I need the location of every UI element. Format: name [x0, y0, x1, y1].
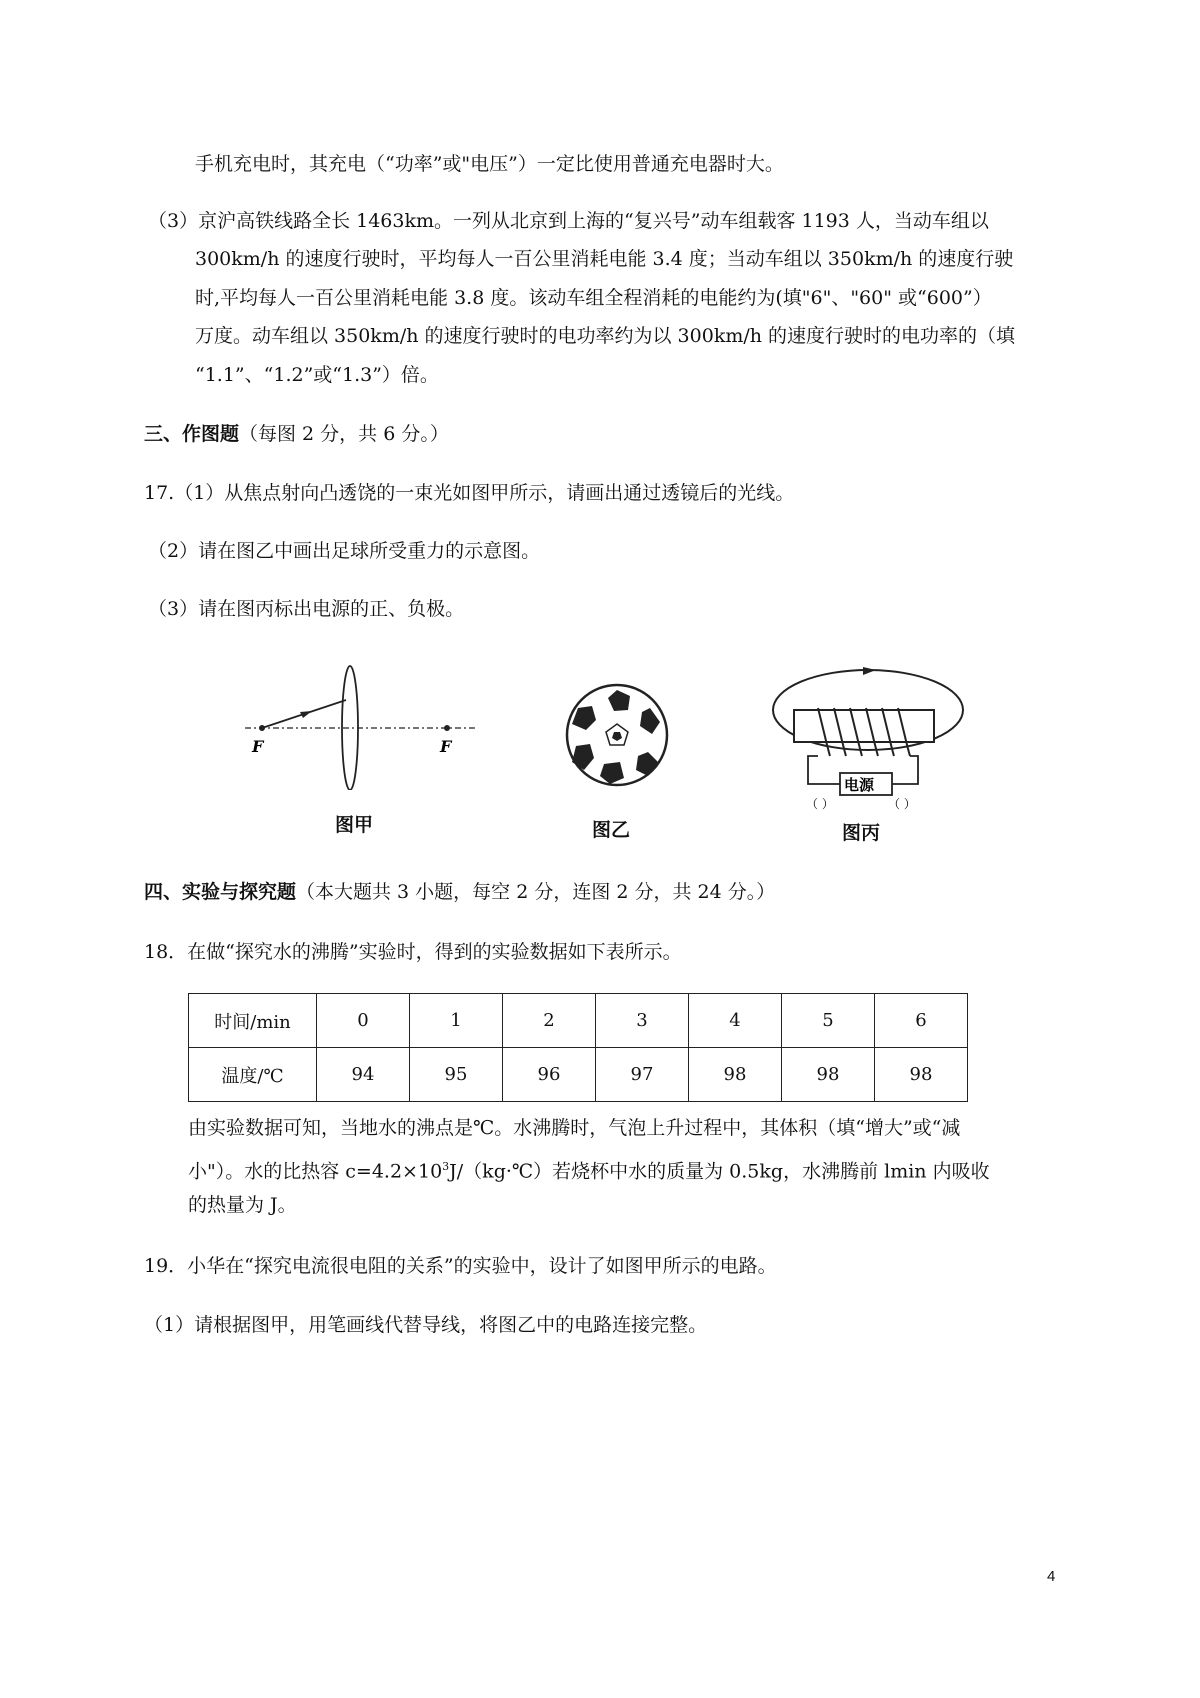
section-3-note: （每图 2 分，共 6 分。）	[239, 423, 449, 445]
caption-lens: 图甲	[335, 814, 374, 836]
table-cell: 1	[410, 994, 503, 1048]
text-segment: 小"）。水的比热容 c=4.2×10	[188, 1160, 443, 1183]
caption-coil: 图丙	[842, 822, 881, 844]
iron-core	[794, 710, 934, 742]
question-19: 19．小华在“探究电流很电阻的关系”的实验中，设计了如图甲所示的电路。	[144, 1255, 777, 1277]
boiling-data-table	[188, 993, 968, 1102]
table-row	[189, 994, 968, 1048]
focus-label-right: F	[440, 737, 452, 756]
table-cell: 5	[782, 994, 875, 1048]
table-cell: 0	[317, 994, 410, 1048]
section-3-heading	[144, 420, 449, 448]
question-18: 18．在做“探究水的沸腾”实验时，得到的实验数据如下表所示。	[144, 941, 682, 963]
table-cell: 时间/min	[189, 994, 317, 1048]
table-cell: 2	[503, 994, 596, 1048]
page-number: 4	[1047, 1568, 1056, 1585]
polarity-blank-right: （ ）	[888, 797, 916, 811]
power-source-label: 电源	[844, 776, 875, 794]
question-18-line-1: 由实验数据可知，当地水的沸点是℃。水沸腾时，气泡上升过程中，其体积（填“增大”或“减	[188, 1117, 961, 1139]
table-cell: 6	[875, 994, 968, 1048]
focus-label-left: F	[252, 737, 264, 756]
table-cell: 98	[875, 1048, 968, 1102]
table-row	[189, 1048, 968, 1102]
exponent: 3	[442, 1160, 450, 1173]
polarity-blank-left: （ ）	[806, 797, 834, 811]
question-19-1: （1）请根据图甲，用笔画线代替导线，将图乙中的电路连接完整。	[144, 1314, 708, 1336]
question-17-2: （2）请在图乙中画出足球所受重力的示意图。	[148, 540, 541, 562]
question-17-1: 17.（1）从焦点射向凸透饶的一束光如图甲所示，请画出通过透镜后的光线。	[144, 482, 795, 504]
table-cell: 98	[689, 1048, 782, 1102]
section-4-heading	[144, 878, 775, 906]
coil-figure	[768, 662, 978, 812]
table-cell: 97	[596, 1048, 689, 1102]
question-18-line-2	[188, 1153, 990, 1185]
wire-right	[892, 756, 918, 784]
question-16-3-line-1: （3）京沪高铁线路全长 1463km。一列从北京到上海的“复兴号”动车组载客 1193 人，当动车组以	[148, 210, 989, 232]
focus-point-right	[444, 725, 450, 731]
question-16-3-line-4: 万度。动车组以 350km/h 的速度行驶时的电功率约为以 300km/h 的速度行驶时的电功率的（填	[195, 325, 1016, 347]
table-cell: 96	[503, 1048, 596, 1102]
text-segment: J/（kg·℃）若烧杯中水的质量为 0.5kg，水沸腾前 lmin 内吸收	[449, 1160, 990, 1183]
section-3-title: 三、作图题	[144, 423, 240, 445]
table-cell: 94	[317, 1048, 410, 1102]
caption-football: 图乙	[592, 819, 631, 841]
question-16-3-line-3: 时,平均每人一百公里消耗电能 3.8 度。该动车组全程消耗的电能约为(填"6"、"60" 或“600”）	[195, 287, 992, 309]
lens-figure	[240, 660, 480, 790]
section-4-note: （本大题共 3 小题，每空 2 分，连图 2 分，共 24 分。）	[296, 881, 776, 903]
table-cell: 温度/℃	[189, 1048, 317, 1102]
text-line: 手机充电时，其充电（“功率”或"电压”）一定比使用普通充电器时大。	[195, 153, 784, 175]
table-cell: 98	[782, 1048, 875, 1102]
section-4-title: 四、实验与探究题	[144, 881, 297, 903]
football-figure	[562, 680, 672, 790]
table-cell: 4	[689, 994, 782, 1048]
table-cell: 95	[410, 1048, 503, 1102]
wire-left	[808, 756, 840, 784]
question-17-3: （3）请在图丙标出电源的正、负极。	[148, 598, 465, 620]
question-16-3-line-5: “1.1”、“1.2”或“1.3”）倍。	[195, 364, 439, 386]
ray-arrow-icon	[300, 711, 312, 718]
question-18-line-3: 的热量为 J。	[188, 1194, 297, 1216]
table-cell: 3	[596, 994, 689, 1048]
question-16-3-line-2: 300km/h 的速度行驶时，平均每人一百公里消耗电能 3.4 度；当动车组以 350km/h 的速度行驶	[195, 248, 1014, 270]
